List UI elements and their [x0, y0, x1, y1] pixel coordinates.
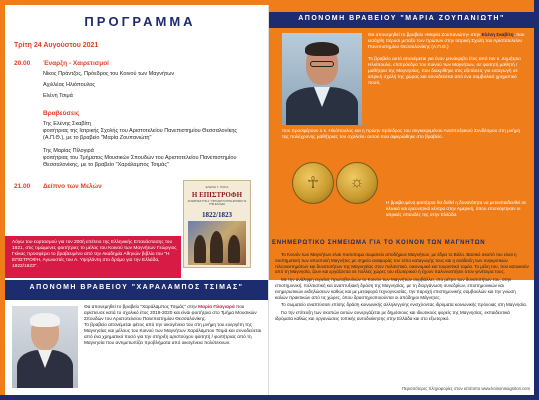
zoupanioti-text-2: Το βραβείο αυτό απονέμεται για έναν μονάκριβο έτος από τον κ. Δημήτριο Ηλιόπουλο, επιπρόεδρο του Κοινού των Μαγνήτων, σε φοιτητή μαθητή / μαθήτρια της Μαγνησίας, που διακρίθηκε στις εξετάσεις για εισαγωγή σε ιατρική σχολή της χώρας και συνοδεύεται από ένα συμβολικό χρηματικό ποσό, — [368, 56, 521, 85]
program-line: Ελένη Τσιμά — [43, 93, 73, 99]
program-date: Τρίτη 24 Αυγούστου 2021 — [14, 42, 99, 49]
tsimas-intro-prefix: Θα απονεμηθεί το βραβείο "Χαράλαμπος Τσιμάς" στην — [84, 304, 199, 309]
program-line: Θεσσαλονίκης, με το βραβείο "Χαράλαμπος Τσιμάς" — [43, 162, 169, 168]
frame-right-border — [534, 0, 539, 400]
program-line: φοιτήτριας της Ιατρικής Σχολής του Αριστοτελείου Πανεπιστημίου Θεσσαλονίκης — [43, 128, 238, 134]
zoupanioti-recipient: Ελένη Σκαβίτη — [481, 32, 514, 37]
program-line: Αχιλλέας Ηλιόπουλος — [43, 82, 96, 88]
book-subtitle: ΑΓΩΝΙΣΤΕΣ ΤΗΣ Α. ΥΨΗΛΑΝΤΗ ΣΤΟΝ ΔΡΟΜΟ ΓΙΑ ΤΗΝ ΕΛΛΑΔΑ — [187, 200, 247, 206]
book-cover-illustration — [188, 221, 246, 265]
coin-relief: ☥ — [307, 175, 319, 192]
tsimas-award-text — [84, 304, 264, 346]
program-time-dinner: 21.00 — [14, 183, 31, 190]
info-body — [275, 252, 529, 324]
ancient-coin-image — [292, 162, 334, 204]
coin-relief: ☼ — [349, 174, 365, 191]
figure-silhouette — [194, 235, 206, 263]
portrait-glasses — [310, 61, 334, 67]
book-author: ΕΛΕΝΗ Γ. ΓΚΙΚΑ — [205, 185, 229, 189]
tsimas-portrait-photo — [12, 306, 78, 388]
frame-left-border — [0, 0, 5, 400]
zoupanioti-portrait-photo — [282, 33, 362, 125]
zoupanioti-award-text — [368, 32, 528, 86]
tsimas-award-heading-bar — [5, 280, 268, 300]
frame-bottom-border — [0, 395, 539, 400]
tsimas-recipient: Μαρία Πλαγιαρά — [198, 304, 235, 309]
info-paragraph: Το Κοινόν των Μαγνήτων είναι ποσυπομα σωματείο αποδήμων Μαγνήτων, με έδρα το Βόλο. Βασικό σκοπό του είναι η συστηματική των αποστολή Μαγνήτες με σημείο αναφοράς τον τόπο καταγωγής τους και η ανάδειξη των συγκριτικών πλεονεκτημάτων και δυνατοτήτων της Μαγνησίας στον πολιτιστικό, οικονομικό και τουριστικό τομέα. Το μέλη του, που κατοικούν από τη Μαγνησία, ζουν και εργάζονται σε πολλές χώρες του εξωτερικού ή έχουν παλιννοστήσει στον γενέτειρα τους. — [275, 252, 529, 275]
info-title: ΕΝΗΜΕΡΩΤΙΚΟ ΣΗΜΕΙΩΜΑ ΓΙΑ ΤΟ ΚΟΙΝΟΝ ΤΩΝ ΜΑΓΝΗΤΩΝ — [272, 240, 486, 246]
zoupanioti-intro-prefix: Θα απονεμηθεί το βραβείο «Μαρία Ζουπανιώτη» στην — [368, 32, 482, 37]
book-gift-text: Λόγω του εορτασμού για τον 200ή επέτειο της Ελληνικής Επανάστασης του 1821, στις τιμώμενες φοιτήτριες το μέλος του Κοινού των Μαγνήτων Γεώργιος Γκίκας προσφέρει το βραβευμένο από την Ακαδημία Αθηνών βιβλίο του "Η ΕΠΙΣΤΡΟΦΗ, Αγωνιστές του Α. Υψηλάντη στο δρόμο για την Ελλάδα, 1822/1823". — [12, 240, 177, 269]
book-title: Η ΕΠΙΣΤΡΟΦΗ — [191, 191, 243, 199]
book-cover — [183, 180, 251, 268]
zoupanioti-award-heading: ΑΠΟΝΟΜΗ ΒΡΑΒΕΙΟΥ "ΜΑΡΙΑ ΖΟΥΠΑΝΙΩΤΗ" — [298, 15, 505, 22]
program-line: Νίκος Πράντζος, Πρόεδρος του Κοινού των Μαγνήτων — [43, 71, 175, 77]
info-paragraph: Για την επίτευξη των σκοπών αυτών συνεργάζεται με δημόσιους και ιδιωτικούς φορείς της Μαγνησίας, εκπαιδευτικά ιδρύματα καθώς και οργανώσεις τοπικής αυτοδιοίκησης στην Ελλάδα και στο εξωτερικό. — [275, 310, 510, 321]
program-line: (Α.Π.Θ.), με το βραβείο "Μαρία Ζουπανιώτη" — [43, 135, 152, 141]
ancient-coin-image — [336, 162, 378, 204]
program-line: φοιτήτριας του Τμήματος Μουσικών Σπουδών του Αριστοτελείου Πανεπιστημίου — [43, 155, 237, 161]
info-paragraph: Με την ανάληψη ευρείας πρωτοβουλιών το Κοινόν των Μαγνήτων συμβάλλει, στο μέτρο των δυνατοτήτων του, στην επιστημονική, πολιτιστική και αναπτυξιακή δράση της Μαγνησίας, με τη διοργάνωση συνεδρίων, επιστημονικών και ενημερωτικών εκδηλώσεων καθώς και με μεταφορά τεχνογνωσίας, την παροχή επιστημονικής συμβουλών και την γνώση καλών πρακτικών από τις χώρες, όπου δραστηριοποιούνται οι απόδημοι Μάγνητες. — [275, 277, 516, 300]
info-paragraph: Το σωματείο αναπτύσσει επίσης δράση κοινωνικής αλληλεγγύης ενισχύοντας ιδρύματα κοινωνικής πρόνοιας στη Μαγνησία. — [281, 302, 528, 308]
program-line: Της Μαρίας Πίλογιρά — [43, 148, 94, 154]
program-time-start: 20.00 — [14, 60, 31, 67]
portrait-hair — [305, 42, 339, 56]
tsimas-award-heading: ΑΠΟΝΟΜΗ ΒΡΑΒΕΙΟΥ "ΧΑΡΑΛΑΜΠΟΣ ΤΣΙΜΑΣ" — [29, 284, 244, 291]
website-footer-note: Περισσότερες πληροφορίες στον ιστότοπο www.koinonmagniton.com — [401, 386, 530, 391]
program-item-awards: Βραβεύσεις — [43, 110, 80, 117]
book-years: 1822/1823 — [202, 211, 232, 219]
figure-silhouette — [210, 231, 223, 263]
tsimas-text-2: Το βραβείο απονέμεται φέτος από την οικογένεια του στη μνήμη του ευεργέτη της Μαγνησίας και μέλους του Κοινού των Μαγνήτων Χαράλαμπου Τσιμά και συνοδεύεται από ένα χρηματικό ποσό για την στήριξη αριστούχου φοιτητή / φοιτήτριας από τη Μαγνησία που αντιμετωπίζει προβλήματα από οικογένεια πολύτεκνων. — [84, 322, 262, 345]
zoupanioti-intro-suffix: , που εισάχθη πέρυσι μεταξύ των πρώτων στην Ιατρική Σχολή του Αριστοτελείου Πανεπιστημίου Θεσσαλονίκης (Α.Π.Θ.) — [368, 32, 525, 49]
figure-silhouette — [228, 235, 240, 263]
program-title: ΠΡΟΓΡΑΜΜΑ — [84, 14, 196, 29]
program-item-opening: Έναρξη - Χαιρετισμοί — [43, 60, 109, 67]
program-item-dinner: Δείπνο των Μελών — [43, 183, 102, 190]
program-line: Της Ελένης Σκαβίτη — [43, 121, 91, 127]
zoupanioti-award-heading-bar — [269, 12, 534, 28]
zoupanioti-continuation: που προσφέρουν ο κ. Ηλιόπουλος και η πρώην πρόεδρος του συγκεκριμένου Αναπτυξιακού Συνδέσμου στη μνήμη της πολύχρονης μαθήτριας του σχολείου αυτού που αφιερώθηκε στο βραβείο. — [282, 128, 521, 139]
portrait-hair — [30, 313, 60, 327]
coin-caption: Η βραβευμένη φοιτήτρια θα δοθεί η δυνατότητα να μετεκπαιδευθεί σε κλινικά και ερευνητικά κέντρα στην Αμερική, όπου επισκέφτηκαν οι ιατρικές σπουδές της στην Ελλάδα. — [386, 200, 527, 217]
tsimas-intro-suffix: που αρίστευσε κατά το σχολικό έτος 2019-2020 και είναι φοιτήτρια στο Τμήμα Μουσικών Σπουδών του Αριστοτελείου Πανεπιστημίου Θεσσαλονίκης. — [84, 304, 257, 321]
